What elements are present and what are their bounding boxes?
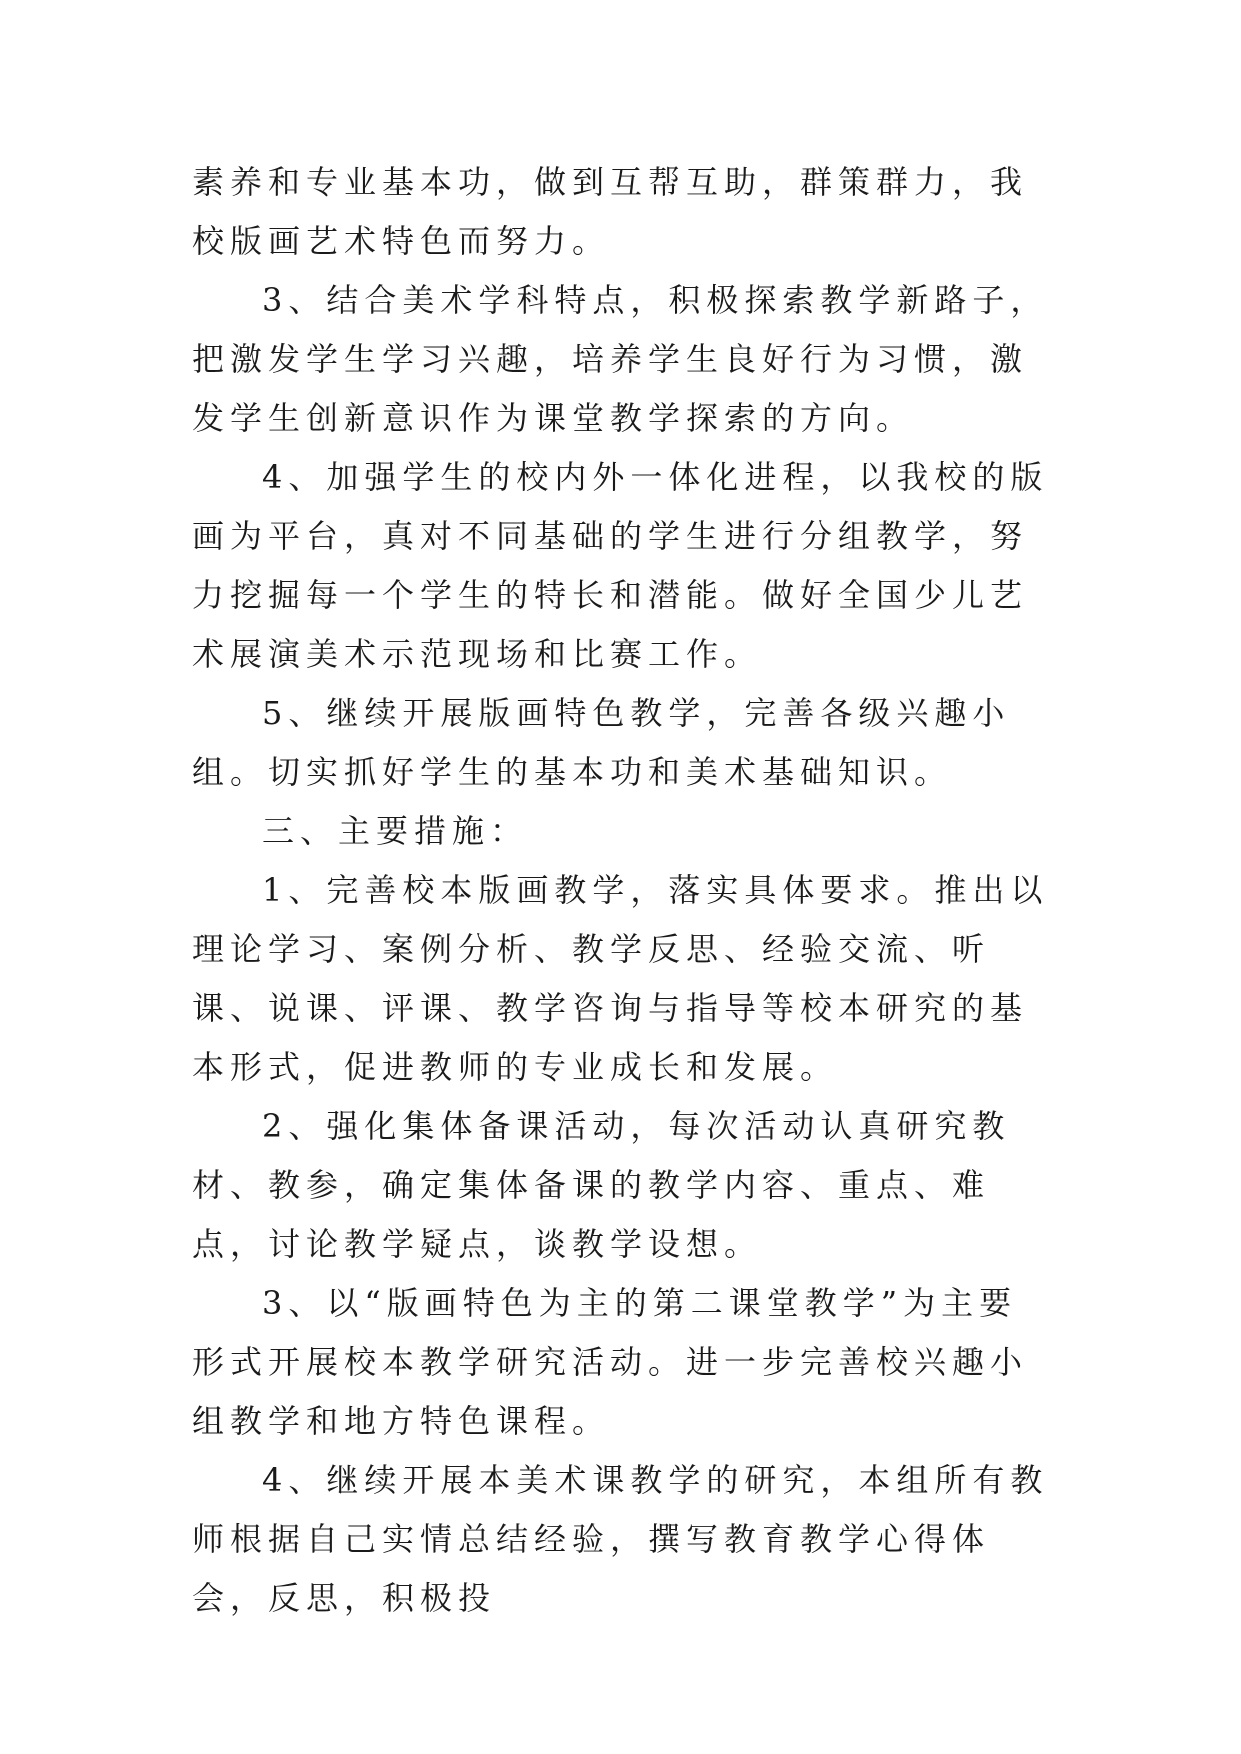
paragraph-measure-2: 2、强化集体备课活动，每次活动认真研究教材、教参，确定集体备课的教学内容、重点、难点，讨论教学疑点，谈教学设想。 — [192, 1107, 1011, 1263]
paragraph-item-5: 5、继续开展版画特色教学，完善各级兴趣小组。切实抓好学生的基本功和美术基础知识。 — [192, 694, 1011, 791]
paragraph-measure-1: 1、完善校本版画教学，落实具体要求。推出以理论学习、案例分析、教学反思、经验交流、听课、说课、评课、教学咨询与指导等校本研究的基本形式，促进教师的专业成长和发展。 — [192, 871, 1049, 1086]
paragraph-measure-4: 4、继续开展本美术课教学的研究，本组所有教师根据自己实情总结经验，撰写教育教学心得体会，反思，积极投 — [192, 1461, 1049, 1617]
paragraph-measure-3: 3、以“版画特色为主的第二课堂教学”为主要形式开展校本教学研究活动。进一步完善校兴趣小组教学和地方特色课程。 — [192, 1284, 1029, 1440]
paragraph-continuation: 素养和专业基本功，做到互帮互助，群策群力，我校版画艺术特色而努力。 — [192, 163, 1029, 260]
paragraph-item-4: 4、加强学生的校内外一体化进程，以我校的版画为平台，真对不同基础的学生进行分组教学，努力挖掘每一个学生的特长和潜能。做好全国少儿艺术展演美术示范现场和比赛工作。 — [192, 458, 1049, 673]
section-heading-measures: 三、主要措施： — [262, 812, 529, 850]
document-body — [192, 153, 1052, 1628]
paragraph-item-3: 3、结合美术学科特点，积极探索教学新路子，把激发学生学习兴趣，培养学生良好行为习惯，激发学生创新意识作为课堂教学探索的方向。 — [192, 281, 1049, 437]
